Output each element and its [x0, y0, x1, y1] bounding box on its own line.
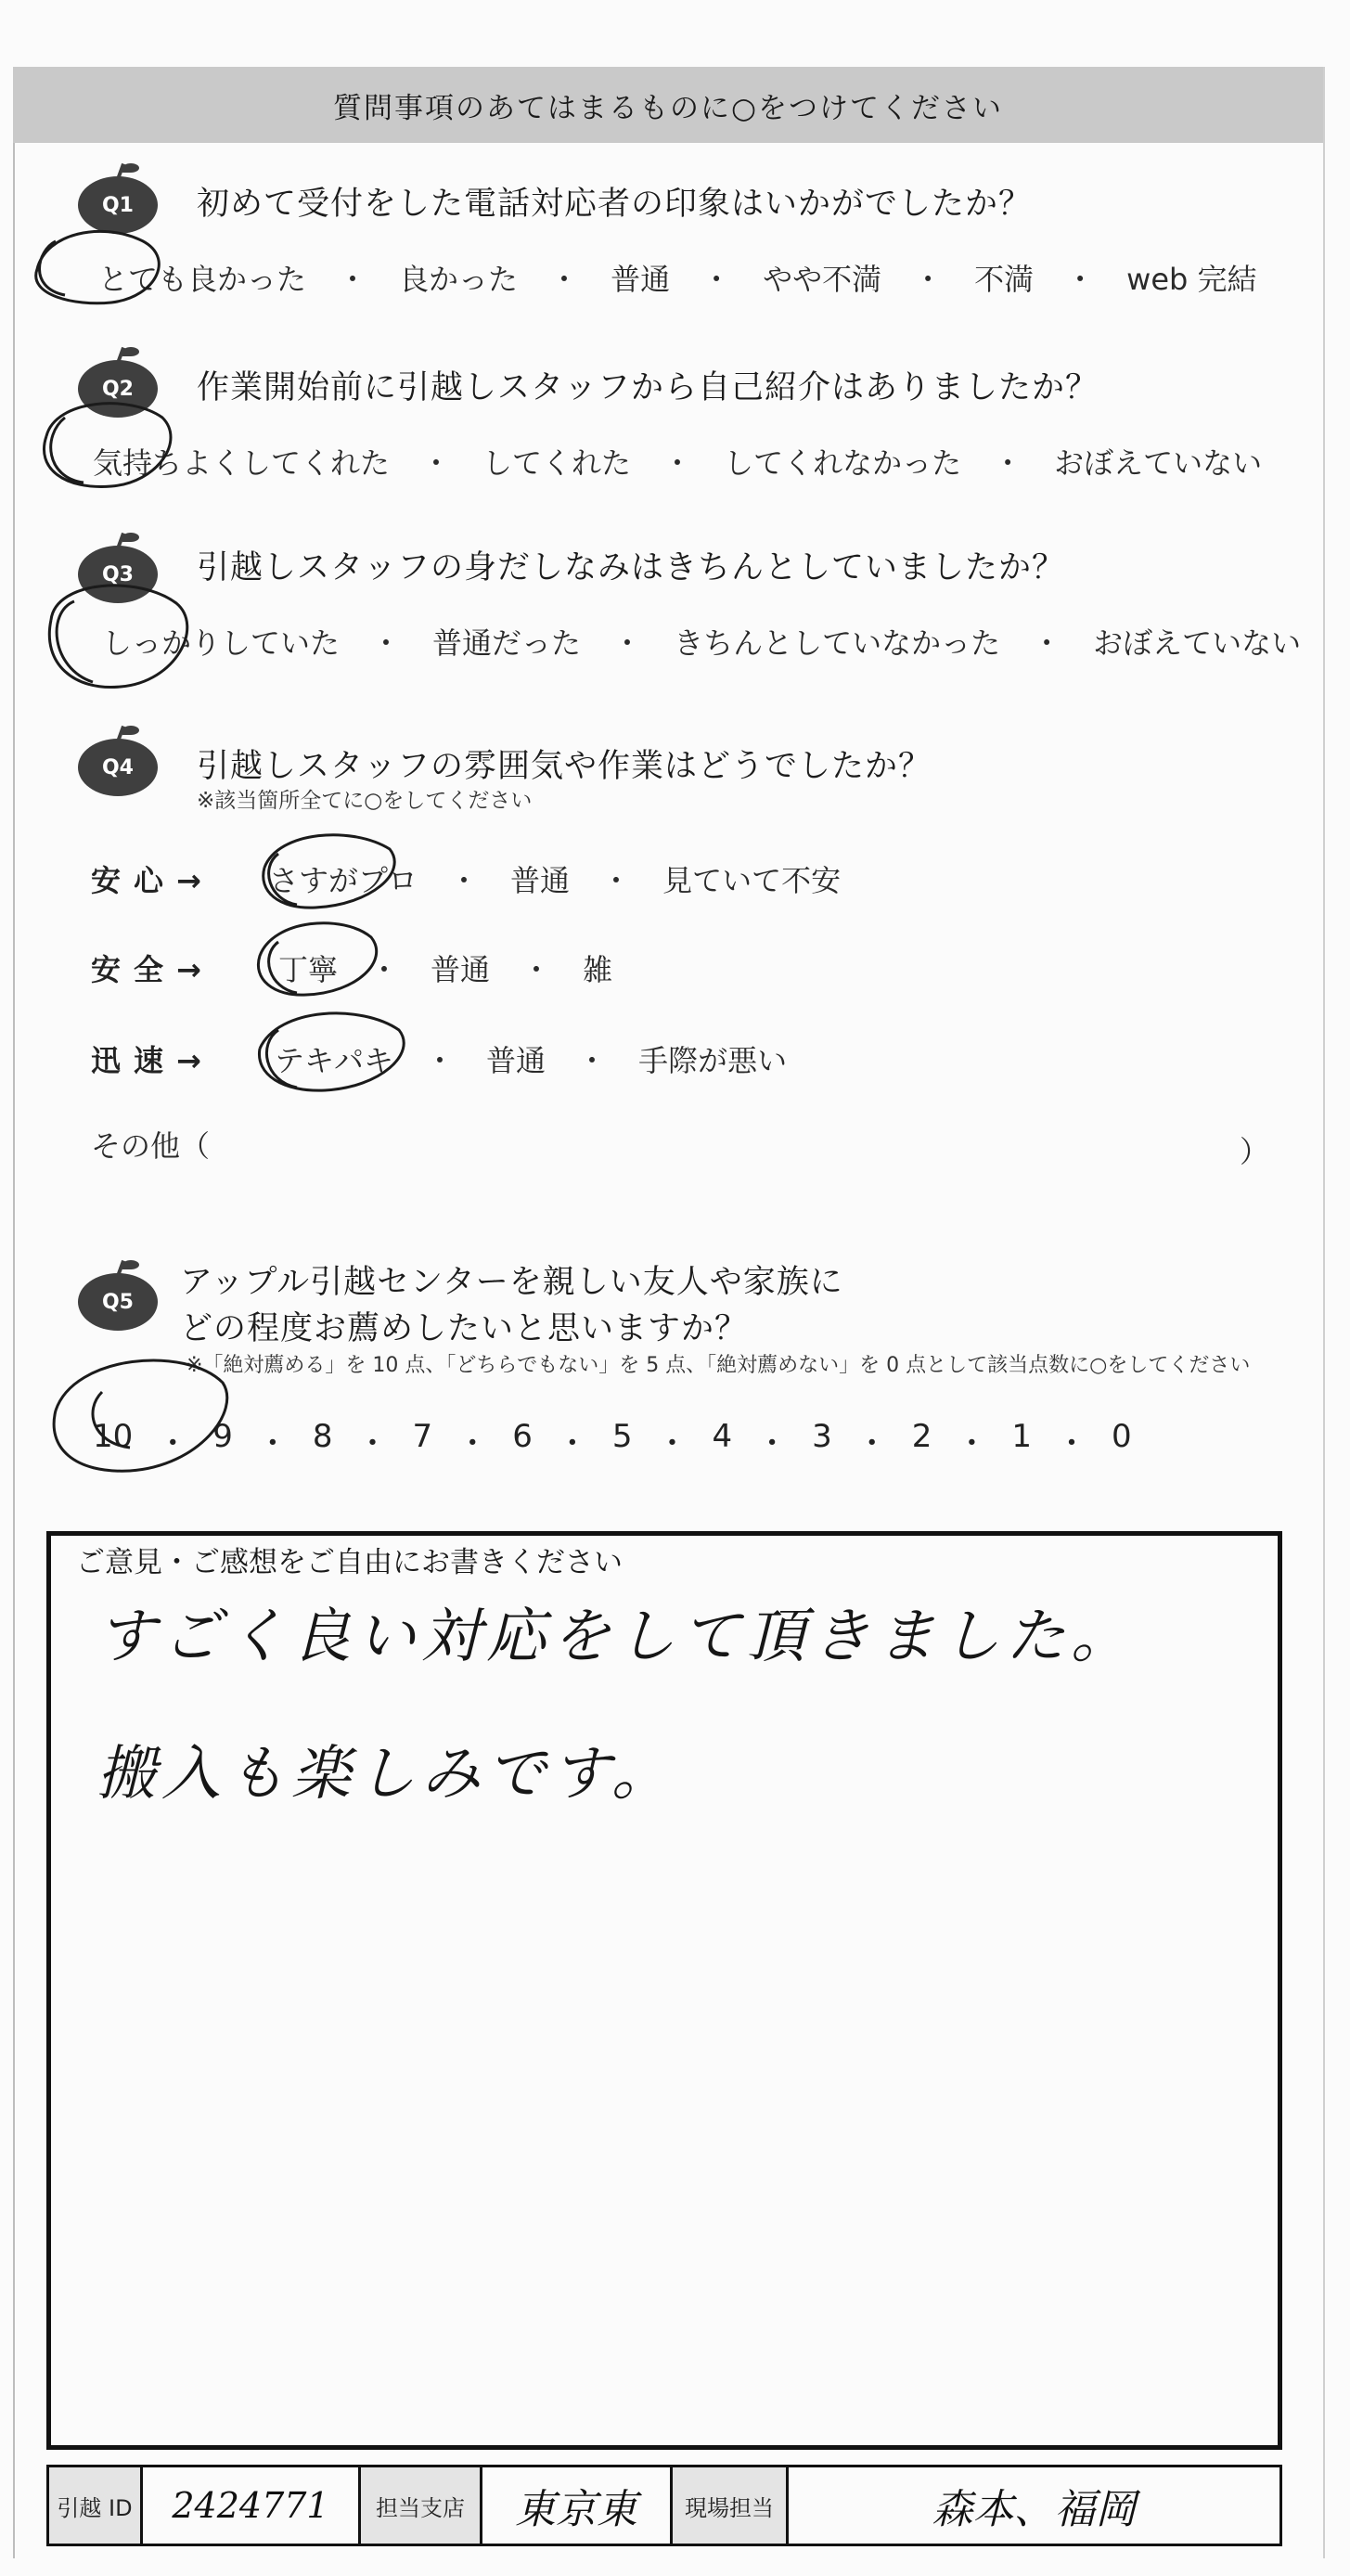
q4-row-anzen-options: 丁寧 ・ 普通 ・ 雑 [278, 947, 612, 989]
q1-option-5[interactable]: 不満 [974, 262, 1035, 297]
q4-row-jinsoku-text: 迅速 [91, 1043, 177, 1078]
q2-option-3[interactable]: してくれなかった [724, 445, 962, 481]
score-separator: ・ [1056, 1425, 1088, 1462]
score-separator: ・ [157, 1425, 189, 1462]
q5-question-line2: どの程度お薦めしたいと思いますか？ [180, 1310, 749, 1347]
arrow-icon: → [176, 952, 214, 987]
score-separator: ・ [356, 1425, 389, 1462]
q1-option-4[interactable]: やや不満 [763, 262, 882, 297]
score-separator: ・ [656, 1425, 688, 1462]
q4-question: 引越しスタッフの雰囲気や作業はどうでしたか？ [197, 748, 932, 785]
score-separator: ・ [556, 1425, 588, 1462]
q4-anshin-selection-circle [264, 835, 394, 908]
score-separator: ・ [456, 1425, 489, 1462]
arrow-icon: → [176, 1043, 214, 1078]
q4-anshin-option-1[interactable]: さすがプロ [269, 863, 418, 898]
q2-option-4[interactable]: おぼえていない [1054, 445, 1263, 481]
move-id-label: 引越 ID [49, 2467, 143, 2544]
q4-jinsoku-selection-circle [259, 1013, 404, 1090]
q3-selection-circle [49, 586, 186, 688]
score-5[interactable]: 5 [611, 1418, 633, 1455]
q4-other-close: ） [1240, 1134, 1270, 1169]
q4-anzen-selection-circle [258, 923, 376, 995]
q3-badge-label: Q3 [78, 546, 158, 603]
branch-value: 東京東 [482, 2467, 673, 2544]
q4-anzen-option-3[interactable]: 雑 [583, 952, 613, 987]
q1-options: とても良かった ・ 良かった ・ 普通 ・ やや不満 ・ 不満 ・ web 完結 [98, 256, 1257, 299]
score-0[interactable]: 0 [1112, 1418, 1132, 1455]
q3-option-3[interactable]: きちんとしていなかった [674, 625, 1001, 661]
q4-badge-label: Q4 [78, 739, 158, 796]
q4-jinsoku-option-1[interactable]: テキパキ [275, 1043, 394, 1078]
q2-options: 気持ちよくしてくれた ・ してくれた ・ してくれなかった ・ おぼえていない [93, 440, 1262, 483]
q4-note: ※該当箇所全てに○をしてください [197, 789, 533, 813]
q3-option-4[interactable]: おぼえていない [1093, 625, 1302, 661]
q4-anshin-option-3[interactable]: 見ていて不安 [662, 863, 842, 898]
q4-row-jinsoku-options: テキパキ ・ 普通 ・ 手際が悪い [275, 1037, 787, 1080]
q2-option-1[interactable]: 気持ちよくしてくれた [93, 445, 391, 481]
q4-other-label: その他（ [91, 1128, 211, 1164]
score-6[interactable]: 6 [512, 1418, 533, 1455]
score-separator: ・ [756, 1425, 789, 1462]
instructions-header: 質問事項のあてはまるものに○をつけてください [13, 67, 1323, 143]
comment-title: ご意見・ご感想をご自由にお書きください [76, 1546, 623, 1579]
score-8[interactable]: 8 [312, 1418, 333, 1455]
q4-row-anshin-text: 安心 [91, 863, 177, 898]
arrow-icon: → [176, 863, 214, 898]
q2-question: 作業開始前に引越しスタッフから自己紹介はありましたか？ [197, 369, 1099, 406]
handwritten-comment-line2: 搬入も楽しみです。 [96, 1740, 676, 1809]
q5-selection-circle [54, 1360, 227, 1471]
branch-label: 担当支店 [361, 2467, 482, 2544]
q3-option-2[interactable]: 普通だった [432, 625, 582, 661]
q1-question: 初めて受付をした電話対応者の印象はいかがでしたか？ [197, 186, 1033, 223]
q1-badge-label: Q1 [78, 176, 158, 234]
score-10[interactable]: 10 [93, 1418, 134, 1455]
q1-option-6[interactable]: web 完結 [1126, 262, 1257, 297]
q4-row-anzen-text: 安全 [91, 952, 177, 987]
handwritten-comment-line1: すごく良い対応をして頂きました。 [96, 1603, 1136, 1671]
q4-anshin-option-2[interactable]: 普通 [510, 863, 571, 898]
q5-note: ※「絶対薦める」を 10 点、「どちらでもない」を 5 点、「絶対薦めない」を 0 点として該当点数に○をしてください [186, 1354, 1251, 1377]
score-2[interactable]: 2 [911, 1418, 932, 1455]
score-3[interactable]: 3 [812, 1418, 832, 1455]
score-9[interactable]: 9 [212, 1418, 233, 1455]
q4-anzen-option-1[interactable]: 丁寧 [278, 952, 339, 987]
score-separator: ・ [256, 1425, 289, 1462]
q2-option-2[interactable]: してくれた [482, 445, 632, 481]
q3-option-1[interactable]: しっかりしていた [102, 625, 341, 661]
staff-label: 現場担当 [673, 2467, 789, 2544]
score-7[interactable]: 7 [412, 1418, 433, 1455]
q4-anzen-option-2[interactable]: 普通 [431, 952, 491, 987]
q4-row-anshin-options: さすがプロ ・ 普通 ・ 見ていて不安 [269, 857, 841, 900]
score-separator: ・ [956, 1425, 988, 1462]
q2-selection-circle [44, 404, 171, 487]
q4-jinsoku-option-3[interactable]: 手際が悪い [638, 1043, 788, 1078]
q1-selection-circle [36, 231, 160, 303]
q1-option-3[interactable]: 普通 [611, 262, 671, 297]
score-4[interactable]: 4 [712, 1418, 733, 1455]
q4-jinsoku-option-2[interactable]: 普通 [486, 1043, 546, 1078]
q2-badge-label: Q2 [78, 360, 158, 418]
score-separator: ・ [855, 1425, 888, 1462]
q5-question-line1: アップル引越センターを親しい友人や家族に [180, 1264, 843, 1301]
q1-option-2[interactable]: 良かった [399, 262, 519, 297]
staff-value: 森本、福岡 [932, 2486, 1137, 2533]
q3-options: しっかりしていた ・ 普通だった ・ きちんとしていなかった ・ おぼえていない [102, 620, 1301, 663]
move-id-value: 2424771 [143, 2467, 361, 2544]
q3-question: 引越しスタッフの身だしなみはきちんとしていましたか？ [197, 549, 1066, 586]
score-1[interactable]: 1 [1011, 1418, 1033, 1455]
q5-badge-label: Q5 [78, 1273, 158, 1331]
q1-option-1[interactable]: とても良かった [98, 262, 307, 297]
